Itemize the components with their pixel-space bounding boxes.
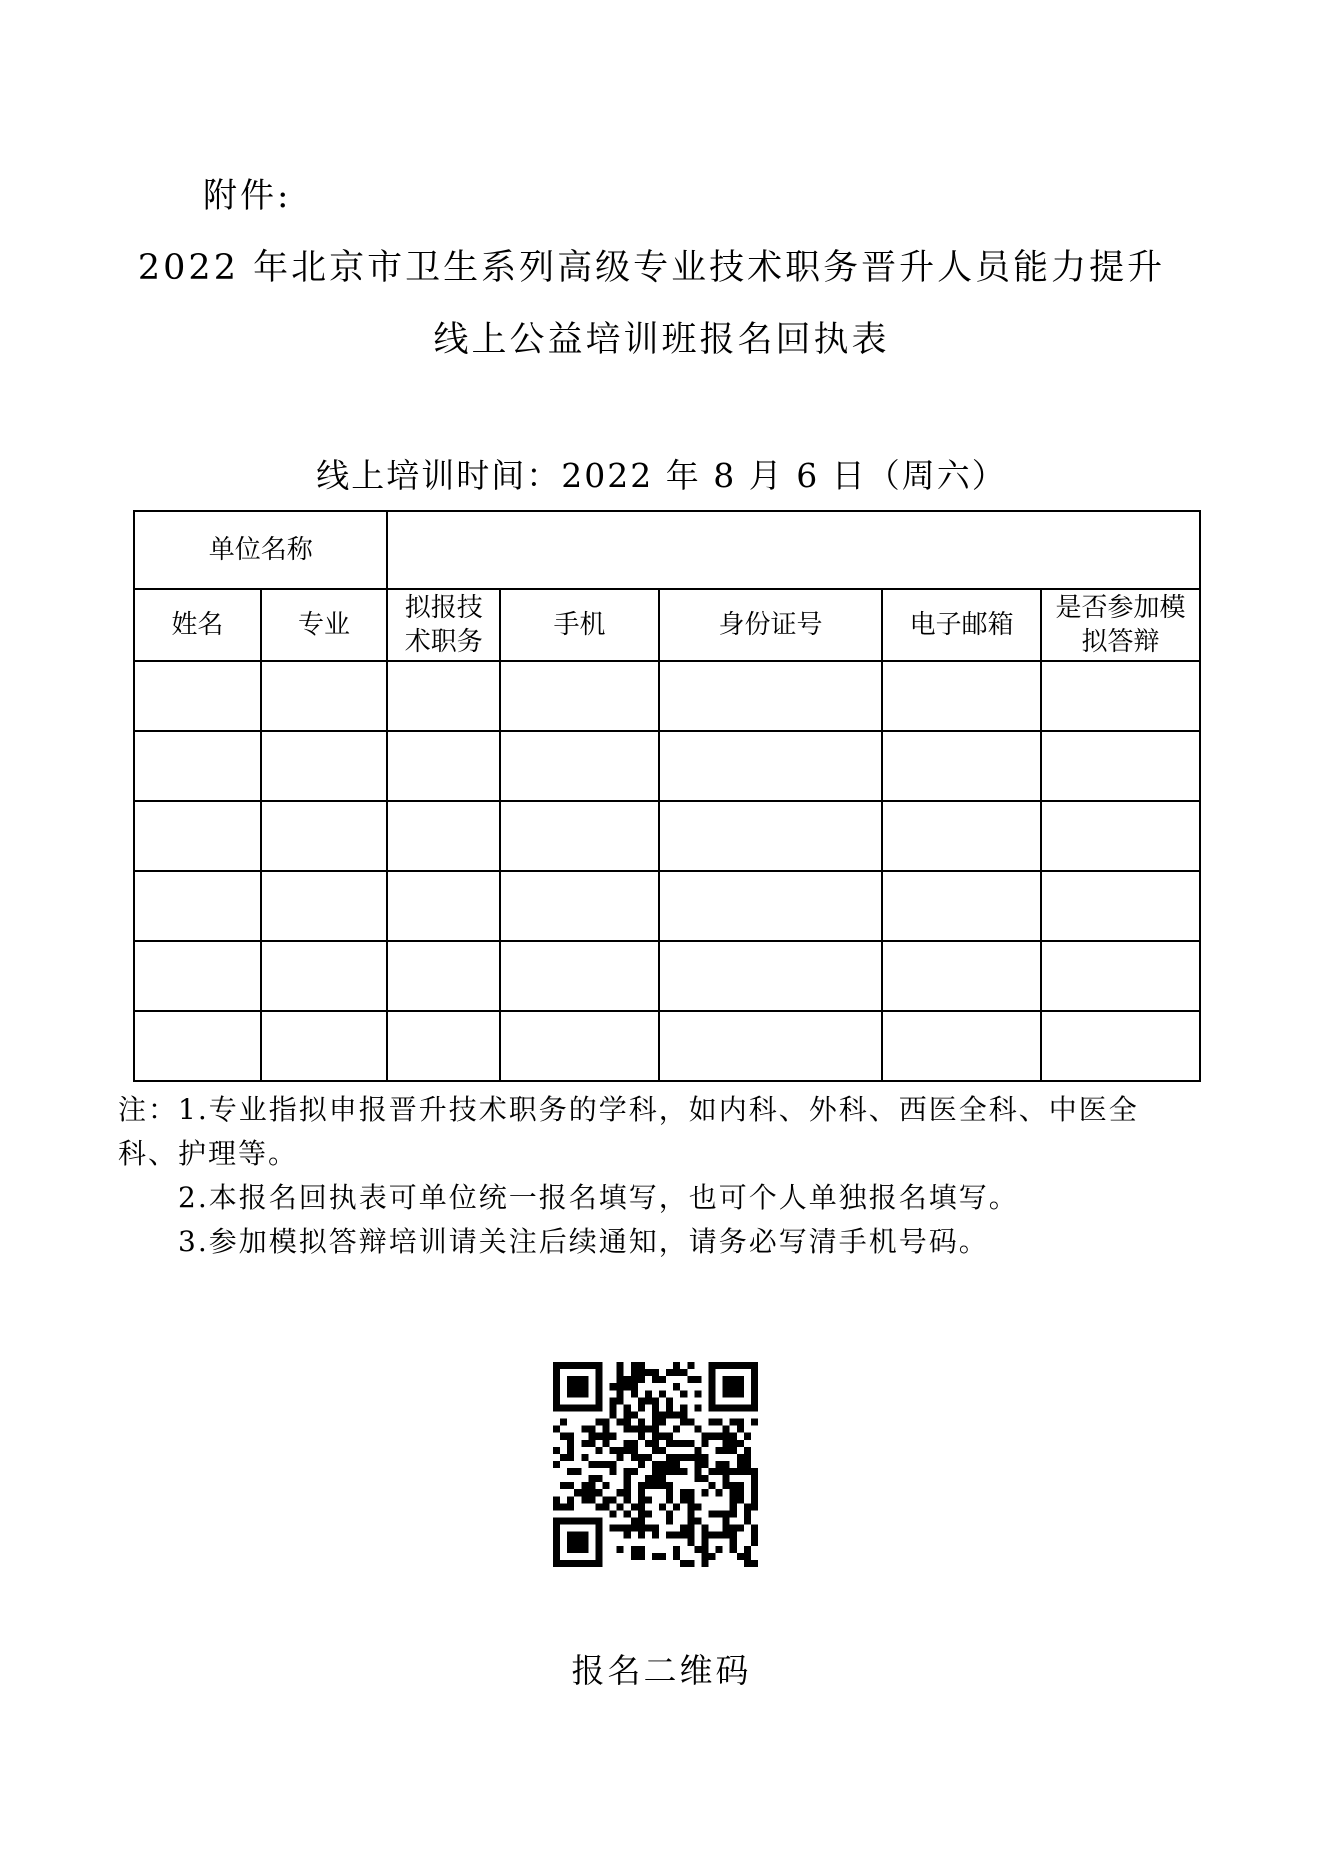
qr-caption: 报名二维码 (571, 1651, 752, 1690)
cell-major[interactable] (261, 871, 388, 941)
notes (118, 1088, 1208, 1264)
cell-phone[interactable] (500, 941, 659, 1011)
cell-position[interactable] (387, 1011, 500, 1081)
cell-email[interactable] (882, 661, 1041, 731)
cell-mock-defense[interactable] (1041, 661, 1200, 731)
cell-id-number[interactable] (659, 661, 882, 731)
table-row (134, 941, 1200, 1011)
cell-name[interactable] (134, 801, 261, 871)
cell-mock-defense[interactable] (1041, 871, 1200, 941)
cell-name[interactable] (134, 871, 261, 941)
table-row (134, 871, 1200, 941)
cell-mock-defense[interactable] (1041, 731, 1200, 801)
table-row (134, 731, 1200, 801)
header-mock-line-2: 拟答辩 (1081, 627, 1160, 657)
cell-position[interactable] (387, 871, 500, 941)
cell-email[interactable] (882, 731, 1041, 801)
cell-email[interactable] (882, 871, 1041, 941)
header-mock-line-1: 是否参加模 (1055, 593, 1186, 623)
cell-name[interactable] (134, 661, 261, 731)
unit-name-label: 单位名称 (134, 511, 387, 589)
cell-major[interactable] (261, 661, 388, 731)
cell-id-number[interactable] (659, 1011, 882, 1081)
cell-phone[interactable] (500, 1011, 659, 1081)
cell-position[interactable] (387, 941, 500, 1011)
cell-name[interactable] (134, 731, 261, 801)
note-1: 注：1.专业指拟申报晋升技术职务的学科，如内科、外科、西医全科、中医全 (118, 1093, 1139, 1126)
cell-mock-defense[interactable] (1041, 941, 1200, 1011)
cell-phone[interactable] (500, 661, 659, 731)
table-row (134, 661, 1200, 731)
header-position-line-2: 术职务 (404, 627, 483, 657)
header-position-line-1: 拟报技 (404, 593, 483, 623)
cell-id-number[interactable] (659, 871, 882, 941)
table-row (134, 1011, 1200, 1081)
cell-email[interactable] (882, 941, 1041, 1011)
cell-position[interactable] (387, 731, 500, 801)
cell-id-number[interactable] (659, 941, 882, 1011)
cell-position[interactable] (387, 801, 500, 871)
cell-mock-defense[interactable] (1041, 801, 1200, 871)
cell-major[interactable] (261, 1011, 388, 1081)
header-mock-defense (1041, 589, 1200, 661)
cell-phone[interactable] (500, 801, 659, 871)
cell-mock-defense[interactable] (1041, 1011, 1200, 1081)
cell-major[interactable] (261, 801, 388, 871)
header-position (387, 589, 500, 661)
document-title-line-1: 2022 年北京市卫生系列高级专业技术职务晋升人员能力提升 (137, 248, 1166, 288)
registration-form-table (133, 510, 1201, 1082)
cell-id-number[interactable] (659, 731, 882, 801)
cell-phone[interactable] (500, 731, 659, 801)
unit-name-field[interactable] (387, 511, 1200, 589)
cell-position[interactable] (387, 661, 500, 731)
cell-major[interactable] (261, 941, 388, 1011)
header-major: 专业 (261, 589, 388, 661)
cell-phone[interactable] (500, 871, 659, 941)
note-2: 2.本报名回执表可单位统一报名填写，也可个人单独报名填写。 (178, 1181, 1019, 1214)
cell-email[interactable] (882, 1011, 1041, 1081)
header-email: 电子邮箱 (882, 589, 1041, 661)
document-title-line-2: 线上公益培训班报名回执表 (433, 320, 890, 360)
cell-email[interactable] (882, 801, 1041, 871)
note-3: 3.参加模拟答辩培训请关注后续通知，请务必写清手机号码。 (178, 1225, 989, 1258)
header-phone: 手机 (500, 589, 659, 661)
header-name: 姓名 (134, 589, 261, 661)
training-time: 线上培训时间：2022 年 8 月 6 日（周六） (316, 456, 1007, 495)
header-id-number: 身份证号 (659, 589, 882, 661)
table-row (134, 801, 1200, 871)
cell-id-number[interactable] (659, 801, 882, 871)
header-row (134, 589, 1200, 661)
unit-row (134, 511, 1200, 589)
qr-modules (553, 1362, 758, 1567)
cell-name[interactable] (134, 941, 261, 1011)
registration-qr-code[interactable] (553, 1362, 758, 1567)
cell-major[interactable] (261, 731, 388, 801)
cell-name[interactable] (134, 1011, 261, 1081)
note-1-continued: 科、护理等。 (118, 1137, 299, 1170)
attachment-label: 附件: (203, 176, 292, 216)
